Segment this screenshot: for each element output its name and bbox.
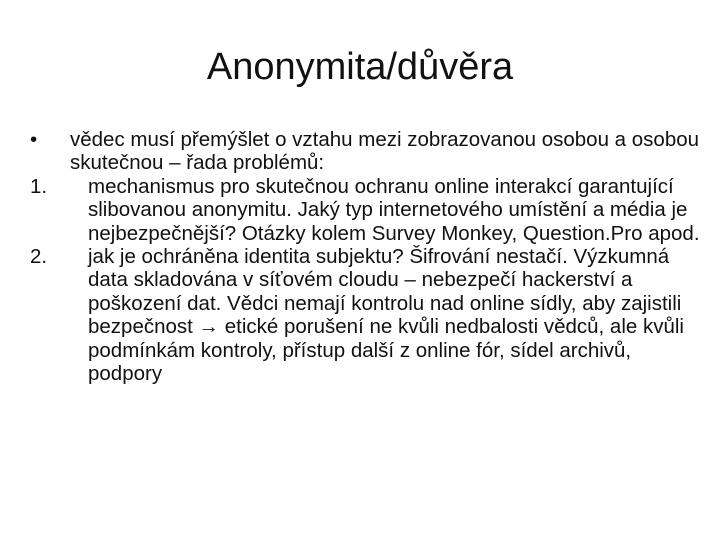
item-text: jak je ochráněna identita subjektu? Šifrování nestačí. Výzkumná data skladována v síťovém cloudu – nebezpečí hackerství a poškození dat. Vědci nemají kontrolu nad online sídly, aby zajistili bezpečnost → etické porušení ne kvůli nedbalosti vědců, ale kvůli podmínkám kontroly, přístup další z online fór, sídel archivů, podpory (88, 245, 684, 386)
bullet-item (30, 128, 700, 175)
bullet-marker: • (30, 128, 38, 151)
numbered-item-1 (30, 175, 700, 245)
slide-content (30, 128, 700, 385)
bullet-text: vědec musí přemýšlet o vztahu mezi zobrazovanou osobou a osobou skutečnou – řada problémů: (70, 128, 700, 175)
item-number: 1. (30, 174, 48, 198)
slide-title: Anonymita/důvěra (206, 46, 514, 88)
item-number: 2. (30, 245, 48, 269)
numbered-item-2 (30, 245, 700, 385)
item-text: mechanismus pro skutečnou ochranu online interakcí garantující slibovanou anonymitu. Jaký typ internetového umístění a média je nejbezpečnější? Otázky kolem Survey Monkey, Question.Pro apod. (88, 174, 700, 245)
